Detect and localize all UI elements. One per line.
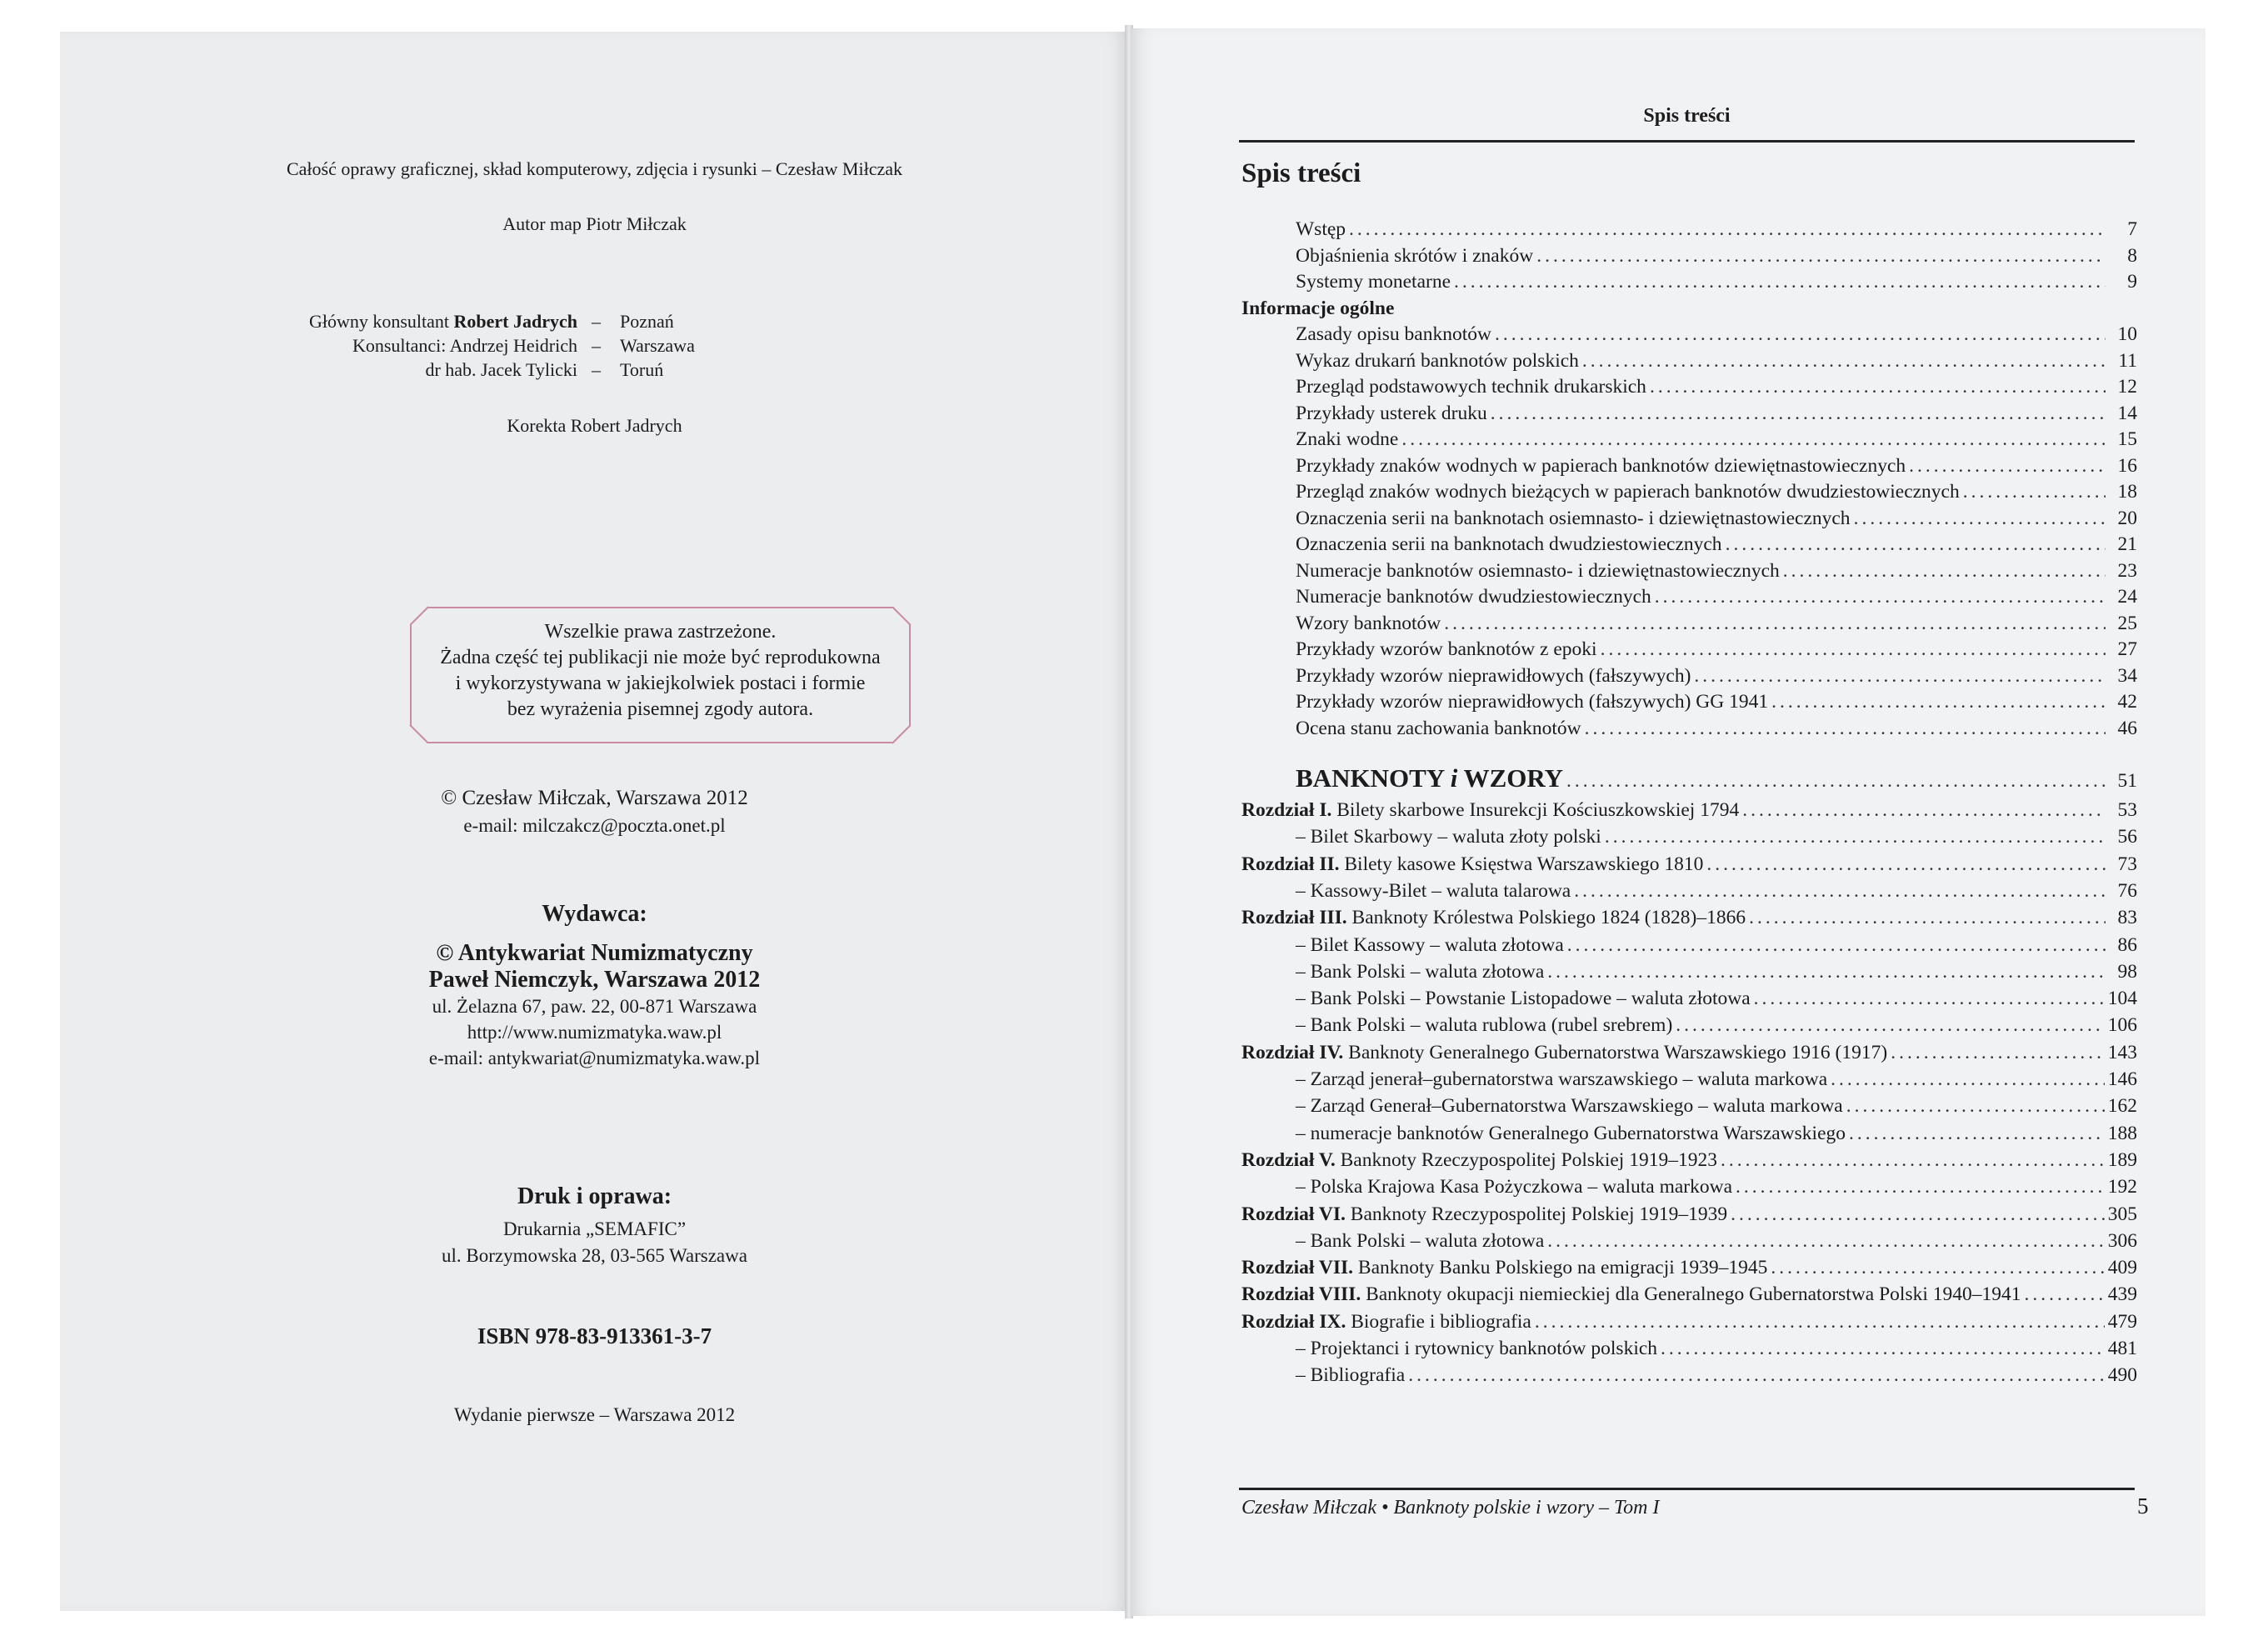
toc-leader-dots xyxy=(1582,350,2106,373)
toc-leader-dots xyxy=(1726,533,2106,556)
toc-leader-dots xyxy=(1731,1203,2105,1226)
toc-leader-dots xyxy=(1742,799,2106,822)
credits-text: Całość oprawy graficznej, skład komputerowy, zdjęcia i rysunki – Czesław Miłczak xyxy=(286,158,902,179)
page-number: 5 xyxy=(2137,1493,2149,1518)
toc-entry-title xyxy=(1296,1176,1732,1198)
toc-entry[interactable] xyxy=(1296,1230,2137,1253)
toc-entry-text: Numeracje banknotów dwudziestowiecznych xyxy=(1296,586,1651,608)
toc-entry-title xyxy=(1296,1123,1846,1145)
toc-entry[interactable] xyxy=(1296,245,2137,268)
toc-entry[interactable] xyxy=(1296,1176,2137,1198)
toc-leader-dots xyxy=(1495,323,2106,346)
consultant-third-name: dr hab. Jacek Tylicki xyxy=(425,359,577,380)
toc-entry[interactable] xyxy=(1296,1068,2137,1091)
toc-leader-dots xyxy=(1754,988,2105,1010)
toc-entry-title xyxy=(1296,1338,1657,1360)
rights-box xyxy=(410,607,911,743)
toc-leader-dots xyxy=(1676,1014,2104,1037)
toc-entry-title xyxy=(1296,665,1691,688)
toc-entry[interactable] xyxy=(1296,403,2137,425)
toc-leader-dots xyxy=(1454,271,2106,293)
toc-entry-text: Banknoty Rzeczypospolitej Polskiej 1919–1939 xyxy=(1350,1203,1728,1225)
section-banknotes-main: BANKNOTY xyxy=(1296,763,1444,793)
consultant-main-name: Robert Jadrych xyxy=(453,311,577,332)
toc-entry-title xyxy=(1241,1203,1727,1226)
toc-leader-dots xyxy=(1574,880,2106,903)
toc-entry[interactable] xyxy=(1241,1042,2137,1064)
toc-entry-text: Banknoty Banku Polskiego na emigracji 1939–1945 xyxy=(1357,1257,1768,1279)
toc-entry-text: – numeracje banknotów Generalnego Gubernatorstwa Warszawskiego xyxy=(1296,1122,1846,1144)
toc-entry-title xyxy=(1296,508,1851,530)
toc-entry-title xyxy=(1296,1095,1843,1118)
toc-entry-title xyxy=(1296,826,1601,848)
consultant-main-role: Główny konsultant xyxy=(308,311,450,332)
toc-entry-text: Banknoty Rzeczypospolitej Polskiej 1919–1923 xyxy=(1340,1148,1717,1171)
consultant-second-name: Andrzej Heidrich xyxy=(449,335,577,356)
publisher-name-line-1: © Antykwariat Numizmatyczny xyxy=(436,940,753,966)
toc-entry[interactable] xyxy=(1296,271,2137,293)
toc-entry[interactable] xyxy=(1296,376,2137,398)
toc-entry-text: Oznaczenia serii na banknotach osiemnasto- i dziewiętnastowiecznych xyxy=(1296,507,1851,529)
toc-entry[interactable] xyxy=(1296,508,2137,530)
toc-entry-title xyxy=(1296,613,1441,635)
toc-entry-text: Bilety skarbowe Insurekcji Kościuszkowskiej 1794 xyxy=(1336,799,1740,821)
toc-entry-title xyxy=(1241,799,1739,822)
toc-leader-dots xyxy=(1694,665,2106,688)
toc-entry[interactable] xyxy=(1296,1095,2137,1118)
toc-leader-dots xyxy=(1771,691,2106,713)
toc-entry-page: 7 xyxy=(2127,218,2137,240)
toc-entry-text: – Polska Krajowa Kasa Pożyczkowa – waluta markowa xyxy=(1296,1176,1733,1198)
toc-leader-dots xyxy=(1849,1123,2105,1145)
publisher-email: e-mail: antykwariat@numizmatyka.waw.pl xyxy=(428,1048,761,1068)
toc-entry-text: – Zarząd jenerał–gubernatorstwa warszawskiego – waluta markowa xyxy=(1296,1068,1828,1090)
toc-entry[interactable] xyxy=(1241,853,2137,876)
toc-leader-dots xyxy=(1721,1149,2105,1172)
toc-leader-dots xyxy=(1963,481,2106,503)
toc-entry-title xyxy=(1296,271,1451,293)
toc-entry[interactable] xyxy=(1241,799,2137,822)
toc-leader-dots xyxy=(1661,1338,2105,1360)
toc-entry-page: 439 xyxy=(2107,1283,2137,1306)
toc-leader-dots xyxy=(1831,1068,2105,1091)
toc-entry[interactable] xyxy=(1296,560,2137,583)
toc-entry-text: Banknoty Królestwa Polskiego 1824 (1828)–1866 xyxy=(1351,907,1746,929)
toc-entry-title xyxy=(1296,455,1906,478)
toc-entry-page: 192 xyxy=(2107,1176,2137,1198)
toc-entry-title xyxy=(1241,853,1703,876)
toc-entry-page: 21 xyxy=(2117,533,2137,555)
toc-entry-page: 479 xyxy=(2107,1310,2137,1333)
edition-text: Wydanie pierwsze – Warszawa 2012 xyxy=(453,1404,736,1425)
toc-entry-page: 20 xyxy=(2117,507,2137,529)
toc-leader-dots xyxy=(1783,560,2106,583)
toc-entry-text: Objaśnienia skrótów i znaków xyxy=(1296,244,1534,267)
consultant-second-dash: – xyxy=(592,335,601,356)
toc-entry-title xyxy=(1241,1042,1887,1064)
print-heading: Druk i oprawa: xyxy=(517,1183,672,1209)
toc-leader-dots xyxy=(1854,508,2106,530)
toc-entry-title xyxy=(1296,350,1579,373)
toc-entry-page: 306 xyxy=(2107,1229,2137,1252)
consultant-third-city: Toruń xyxy=(620,359,664,380)
toc-leader-dots xyxy=(2025,1283,2105,1306)
toc-entry-page: 162 xyxy=(2107,1095,2137,1118)
section-banknotes-heading[interactable] xyxy=(1296,763,2137,793)
toc-entry-text: Biografie i bibliografia xyxy=(1351,1310,1531,1333)
toc-entry-page: 11 xyxy=(2118,349,2137,372)
proofreading-text: Korekta Robert Jadrych xyxy=(507,415,682,436)
toc-entry-title xyxy=(1241,907,1746,929)
toc-entry-page: 73 xyxy=(2117,853,2137,875)
toc-entry-text: – Projektanci i rytownicy banknotów polskich xyxy=(1296,1338,1658,1359)
toc-entry[interactable] xyxy=(1296,1014,2137,1037)
toc-entry-page: 16 xyxy=(2117,454,2137,477)
toc-entry-page: 409 xyxy=(2107,1257,2137,1279)
toc-entry-text: – Bilet Skarbowy – waluta złoty polski xyxy=(1296,826,1601,848)
toc-entry-page: 12 xyxy=(2117,376,2137,398)
toc-entry-page: 189 xyxy=(2107,1148,2137,1171)
toc-leader-dots xyxy=(1749,907,2106,929)
toc-entry[interactable] xyxy=(1296,934,2137,957)
toc-leader-dots xyxy=(1567,934,2106,957)
section-banknotes-rest: WZORY xyxy=(1463,763,1564,793)
toc-entry[interactable] xyxy=(1296,455,2137,478)
chapter-label: Rozdział I. xyxy=(1241,799,1332,821)
toc-entry[interactable] xyxy=(1241,1257,2137,1279)
toc-entry-text: Ocena stanu zachowania banknotów xyxy=(1296,717,1581,739)
toc-entry-title xyxy=(1296,691,1768,713)
toc-entry-page: 481 xyxy=(2107,1338,2137,1359)
toc-entry-text: – Bank Polski – waluta złotowa xyxy=(1296,1229,1545,1252)
toc-entry-page: 143 xyxy=(2107,1041,2137,1063)
toc-entry-title xyxy=(1296,218,1346,241)
rights-line-4: bez wyrażenia pisemnej zgody autora. xyxy=(507,698,814,720)
chapter-label: Rozdział II. xyxy=(1241,853,1340,875)
toc-entry-page: 24 xyxy=(2117,586,2137,608)
toc-entry-text: Zasady opisu banknotów xyxy=(1296,323,1491,345)
toc-leader-dots xyxy=(1547,961,2106,983)
toc-entry-page: 86 xyxy=(2117,933,2137,956)
section-banknotes-page: 51 xyxy=(2117,770,2137,792)
toc-entry-title xyxy=(1296,481,1960,503)
toc-entry[interactable] xyxy=(1296,718,2137,740)
toc-entry[interactable] xyxy=(1296,1338,2137,1360)
toc-entry-page: 15 xyxy=(2117,428,2137,450)
printer-name: Drukarnia „SEMAFIC” xyxy=(502,1218,687,1239)
toc-entry[interactable] xyxy=(1296,350,2137,373)
toc-leader-dots xyxy=(1891,1042,2105,1064)
toc-leader-dots xyxy=(1650,376,2106,398)
toc-entry-title xyxy=(1296,988,1751,1010)
toc-entry-text: – Bilet Kassowy – waluta złotowa xyxy=(1296,933,1564,956)
chapter-label: Rozdział V. xyxy=(1241,1148,1336,1171)
toc-entry-title xyxy=(1296,533,1722,556)
toc-entry-page: 14 xyxy=(2117,402,2137,424)
chapter-label: Rozdział VIII. xyxy=(1241,1283,1361,1306)
chapter-label: Rozdział III. xyxy=(1241,907,1347,929)
toc-entry-text: Wykaz drukarń banknotów polskich xyxy=(1296,349,1579,372)
toc-entry-title xyxy=(1241,1257,1767,1279)
toc-entry[interactable] xyxy=(1296,613,2137,635)
footer-rule xyxy=(1239,1488,2135,1490)
section-general-heading: Informacje ogólne xyxy=(1241,298,1395,319)
toc-entry-page: 25 xyxy=(2117,612,2137,634)
toc-entry[interactable] xyxy=(1296,218,2137,241)
copyright-text: © Czesław Miłczak, Warszawa 2012 xyxy=(441,787,748,809)
toc-entry-title xyxy=(1296,560,1780,583)
toc-entry-page: 23 xyxy=(2117,559,2137,582)
toc-entry-text: – Bank Polski – Powstanie Listopadowe – waluta złotowa xyxy=(1296,988,1751,1010)
footer-text: Czesław Miłczak • Banknoty polskie i wzory – Tom I xyxy=(1241,1497,1660,1518)
toc-entry[interactable] xyxy=(1296,586,2137,608)
consultant-main-dash: – xyxy=(592,311,601,332)
consultant-second-city: Warszawa xyxy=(620,335,695,356)
toc-entry-title xyxy=(1296,718,1581,740)
toc-entry[interactable] xyxy=(1296,323,2137,346)
toc-entry-text: Przykłady wzorów nieprawidłowych (fałszywych) xyxy=(1296,664,1691,687)
toc-entry-title xyxy=(1296,403,1487,425)
toc-entry-title xyxy=(1296,961,1544,983)
toc-entry-page: 146 xyxy=(2107,1068,2137,1090)
toc-entry-page: 42 xyxy=(2117,691,2137,713)
toc-entry-text: Przykłady usterek druku xyxy=(1296,402,1487,424)
toc-entry-title xyxy=(1296,376,1646,398)
toc-entry-text: Przykłady wzorów nieprawidłowych (fałszywych) GG 1941 xyxy=(1296,691,1769,713)
toc-entry[interactable] xyxy=(1296,988,2137,1010)
consultant-second xyxy=(352,335,577,357)
section-banknotes-title xyxy=(1296,763,1563,793)
toc-entry-text: Wstęp xyxy=(1296,218,1346,240)
toc-entry-page: 9 xyxy=(2127,271,2137,293)
toc-entry[interactable] xyxy=(1241,1203,2137,1226)
toc-leader-dots xyxy=(1655,586,2106,608)
toc-leader-dots xyxy=(1491,403,2106,425)
toc-entry-title xyxy=(1241,1283,2021,1306)
toc-entry-title xyxy=(1241,1149,1717,1172)
toc-leader-dots xyxy=(1601,638,2106,661)
isbn-text: ISBN 978-83-913361-3-7 xyxy=(477,1323,712,1348)
toc-entry-text: – Zarząd Generał–Gubernatorstwa Warszawskiego – waluta markowa xyxy=(1296,1095,1843,1118)
toc-entry[interactable] xyxy=(1296,533,2137,556)
toc-entry-text: Wzory banknotów xyxy=(1296,612,1441,634)
toc-leader-dots xyxy=(1536,245,2106,268)
author-email: e-mail: milczakcz@poczta.onet.pl xyxy=(463,815,726,836)
toc-entry-page: 18 xyxy=(2117,481,2137,503)
publisher-url: http://www.numizmatyka.waw.pl xyxy=(467,1022,722,1043)
toc-entry-page: 83 xyxy=(2117,907,2137,929)
toc-entry-text: Przykłady wzorów banknotów z epoki xyxy=(1296,638,1597,660)
toc-entry-page: 27 xyxy=(2117,638,2137,660)
consultant-third-dash: – xyxy=(592,359,601,380)
chapter-label: Rozdział IV. xyxy=(1241,1041,1344,1063)
toc-entry[interactable] xyxy=(1296,428,2137,451)
toc-entry-title xyxy=(1296,1364,1405,1387)
toc-entry[interactable] xyxy=(1296,691,2137,713)
toc-entry-text: Systemy monetarne xyxy=(1296,271,1451,293)
toc-entry-text: Oznaczenia serii na banknotach dwudziestowiecznych xyxy=(1296,533,1722,555)
toc-entry[interactable] xyxy=(1241,907,2137,929)
toc-entry-title xyxy=(1296,586,1651,608)
toc-entry[interactable] xyxy=(1296,1123,2137,1145)
toc-entry-text: – Bank Polski – waluta złotowa xyxy=(1296,960,1545,983)
consultant-main-city: Poznań xyxy=(620,311,674,332)
toc-entry-text: Numeracje banknotów osiemnasto- i dziewiętnastowiecznych xyxy=(1296,559,1780,582)
publisher-address: ul. Żelazna 67, paw. 22, 00-871 Warszawa xyxy=(432,996,757,1017)
toc-entry-page: 106 xyxy=(2107,1014,2137,1037)
consultant-second-role: Konsultanci: xyxy=(352,335,447,356)
toc-leader-dots xyxy=(1408,1364,2105,1387)
consultant-main xyxy=(309,311,577,333)
rights-line-3: i wykorzystywana w jakiejkolwiek postaci i formie xyxy=(455,673,866,694)
toc-entry-text: Znaki wodne xyxy=(1296,428,1399,450)
toc-leader-dots xyxy=(1444,613,2106,635)
toc-title: Spis treści xyxy=(1241,158,1361,188)
toc-entry-page: 46 xyxy=(2117,717,2137,739)
section-banknotes-italic: i xyxy=(1450,763,1458,793)
toc-entry[interactable] xyxy=(1241,1311,2137,1333)
toc-entry-page: 8 xyxy=(2127,244,2137,267)
printer-address: ul. Borzymowska 28, 03-565 Warszawa xyxy=(442,1245,747,1266)
toc-entry-title xyxy=(1296,934,1564,957)
toc-leader-dots xyxy=(1736,1176,2105,1198)
toc-entry-title xyxy=(1296,245,1533,268)
toc-entry-text: Bilety kasowe Księstwa Warszawskiego 1810 xyxy=(1344,853,1704,875)
toc-entry-text: Banknoty okupacji niemieckiej dla Generalnego Gubernatorstwa Polski 1940–1941 xyxy=(1366,1283,2021,1306)
toc-entry[interactable] xyxy=(1296,961,2137,983)
toc-entry-text: – Kassowy-Bilet – waluta talarowa xyxy=(1296,879,1571,902)
toc-entry-title xyxy=(1296,1068,1827,1091)
toc-entry-text: Banknoty Generalnego Gubernatorstwa Warszawskiego 1916 (1917) xyxy=(1348,1041,1888,1063)
toc-entry[interactable] xyxy=(1241,1149,2137,1172)
toc-entry-page: 10 xyxy=(2117,323,2137,345)
toc-entry-page: 76 xyxy=(2117,879,2137,902)
publisher-name-line-2: Paweł Niemczyk, Warszawa 2012 xyxy=(428,967,761,993)
toc-entry[interactable] xyxy=(1296,880,2137,903)
toc-leader-dots xyxy=(1585,718,2106,740)
toc-leader-dots xyxy=(1771,1257,2104,1279)
section-banknotes-dots xyxy=(1566,770,2106,793)
toc-entry-text: – Bibliografia xyxy=(1296,1364,1406,1387)
toc-entry-title xyxy=(1241,1311,1531,1333)
toc-entry[interactable] xyxy=(1296,665,2137,688)
toc-entry[interactable] xyxy=(1296,826,2137,848)
toc-entry-page: 305 xyxy=(2107,1203,2137,1225)
toc-entry-page: 34 xyxy=(2117,664,2137,687)
toc-entry-title xyxy=(1296,1014,1672,1037)
toc-entry-title xyxy=(1296,638,1597,661)
toc-entry-text: Przegląd podstawowych technik drukarskich xyxy=(1296,376,1646,398)
toc-leader-dots xyxy=(1401,428,2106,451)
header-rule xyxy=(1239,140,2135,143)
chapter-label: Rozdział VI. xyxy=(1241,1203,1346,1225)
toc-entry-page: 56 xyxy=(2117,826,2137,848)
map-author-text: Autor map Piotr Miłczak xyxy=(502,213,687,234)
running-header: Spis treści xyxy=(1643,105,1731,127)
toc-entry-page: 53 xyxy=(2117,799,2137,821)
toc-entry-page: 188 xyxy=(2107,1122,2137,1144)
toc-entry-text: Przykłady znaków wodnych w papierach banknotów dziewiętnastowiecznych xyxy=(1296,454,1906,477)
toc-leader-dots xyxy=(1706,853,2106,876)
toc-leader-dots xyxy=(1909,455,2106,478)
toc-entry-page: 98 xyxy=(2117,960,2137,983)
toc-entry[interactable] xyxy=(1296,1364,2137,1387)
toc-entry[interactable] xyxy=(1296,638,2137,661)
rights-line-2: Żadna część tej publikacji nie może być reprodukowna xyxy=(440,647,881,668)
toc-entry-title xyxy=(1296,428,1398,451)
toc-leader-dots xyxy=(1846,1095,2105,1118)
toc-leader-dots xyxy=(1547,1230,2104,1253)
toc-leader-dots xyxy=(1605,826,2106,848)
toc-entry-page: 104 xyxy=(2107,988,2137,1010)
publisher-heading: Wydawca: xyxy=(542,901,647,927)
toc-entry[interactable] xyxy=(1241,1283,2137,1306)
toc-leader-dots xyxy=(1535,1311,2105,1333)
left-page xyxy=(60,32,1129,1611)
toc-entry-text: – Bank Polski – waluta rublowa (rubel srebrem) xyxy=(1296,1014,1673,1037)
toc-entry-title xyxy=(1296,323,1491,346)
toc-entry[interactable] xyxy=(1296,481,2137,503)
toc-entry-text: Przegląd znaków wodnych bieżących w papierach banknotów dwudziestowiecznych xyxy=(1296,481,1960,503)
toc-leader-dots xyxy=(1349,218,2106,241)
chapter-label: Rozdział IX. xyxy=(1241,1310,1346,1333)
toc-entry-page: 490 xyxy=(2107,1364,2137,1387)
chapter-label: Rozdział VII. xyxy=(1241,1257,1354,1279)
toc-entry-title xyxy=(1296,880,1571,903)
toc-entry-title xyxy=(1296,1230,1544,1253)
rights-line-1: Wszelkie prawa zastrzeżone. xyxy=(544,621,777,643)
